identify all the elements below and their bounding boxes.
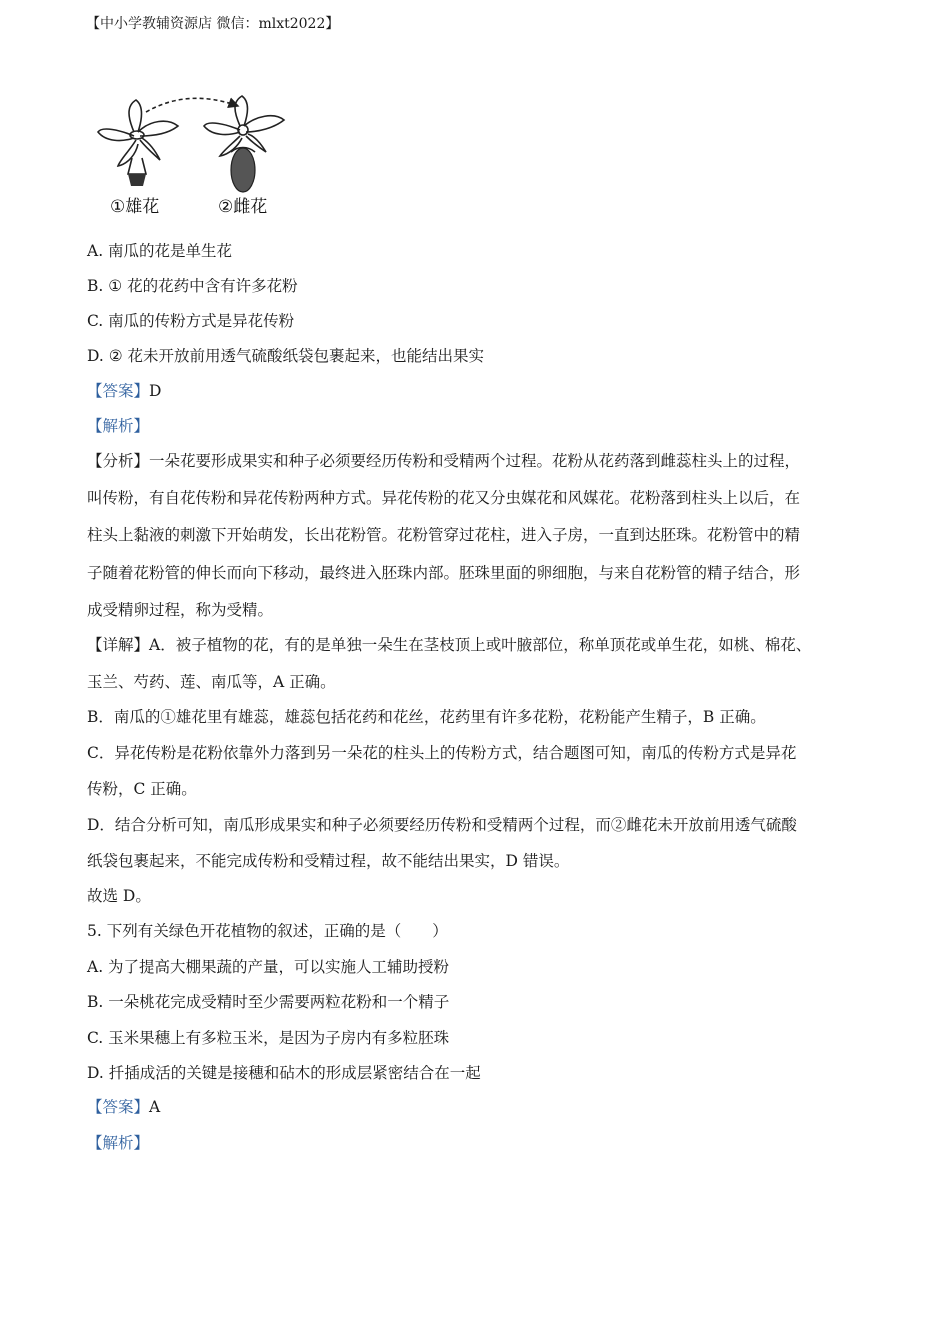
q4-body-line: 【分析】一朵花要形成果实和种子必须要经历传粉和受精两个过程。花粉从花药落到雌蕊柱头上的过程， xyxy=(87,452,801,470)
q5-stem: 5. 下列有关绿色开花植物的叙述，正确的是（ ） xyxy=(87,922,448,940)
q5-option-c: C. 玉米果穗上有多粒玉米，是因为子房内有多粒胚珠 xyxy=(87,1029,450,1047)
q4-body-line: 故选 D。 xyxy=(87,887,151,905)
q4-body-line: 【详解】A．被子植物的花，有的是单独一朵生在茎枝顶上或叶腋部位，称单顶花或单生花，如桃、棉花、 xyxy=(87,636,812,654)
q4-option-a: A. 南瓜的花是单生花 xyxy=(87,242,233,260)
q4-body-line: 柱头上黏液的刺激下开始萌发，长出花粉管。花粉管穿过花柱，进入子房，一直到达胚珠。花粉管中的精 xyxy=(87,526,801,544)
q4-body-line: 纸袋包裹起来，不能完成传粉和受精过程，故不能结出果实，D 错误。 xyxy=(87,852,570,870)
q5-option-d: D. 扦插成活的关键是接穗和砧木的形成层紧密结合在一起 xyxy=(87,1064,481,1082)
q5-option-b: B. 一朵桃花完成受精时至少需要两粒花粉和一个精子 xyxy=(87,993,450,1011)
q4-analysis-tag: 【解析】 xyxy=(87,417,150,435)
q4-body-line: B．南瓜的①雄花里有雄蕊，雄蕊包括花药和花丝，花药里有许多花粉，花粉能产生精子，B 正确。 xyxy=(87,708,766,726)
answer-tag: 【答案】 xyxy=(87,1098,150,1116)
male-calyx xyxy=(128,174,146,186)
page-header: 【中小学教辅资源店 微信：mlxt2022】 xyxy=(86,16,340,32)
answer-tag: 【答案】 xyxy=(87,382,150,400)
q4-body-line: 传粉，C 正确。 xyxy=(87,780,197,798)
q4-body-line: 成受精卵过程，称为受精。 xyxy=(87,601,274,619)
answer-value: D xyxy=(149,382,162,400)
q4-body-line: 子随着花粉管的伸长而向下移动，最终进入胚珠内部。胚珠里面的卵细胞，与来自花粉管的精子结合，形 xyxy=(87,564,801,582)
male-flower-icon xyxy=(98,100,178,186)
q4-body-line: D．结合分析可知，南瓜形成果实和种子必须要经历传粉和受精两个过程，而②雌花未开放前用透气硫酸 xyxy=(87,816,797,834)
pollination-arrow xyxy=(146,98,238,112)
male-flower-label: ①雄花 xyxy=(110,197,160,217)
q4-body-line: C．异花传粉是花粉依靠外力落到另一朵花的柱头上的传粉方式，结合题图可知，南瓜的传粉方式是异花 xyxy=(87,744,797,762)
q4-body-line: 叫传粉，有自花传粉和异花传粉两种方式。异花传粉的花又分虫媒花和风媒花。花粉落到柱头上以后，在 xyxy=(87,489,801,507)
q4-body-line: 玉兰、芍药、莲、南瓜等，A 正确。 xyxy=(87,673,336,691)
q4-option-b: B. ① 花的花药中含有许多花粉 xyxy=(87,277,298,295)
female-ovary xyxy=(231,148,255,192)
q5-option-a: A. 为了提高大棚果蔬的产量，可以实施人工辅助授粉 xyxy=(87,958,450,976)
q4-option-c: C. 南瓜的传粉方式是异花传粉 xyxy=(87,312,295,330)
answer-value: A xyxy=(149,1098,161,1116)
q5-analysis-tag: 【解析】 xyxy=(87,1134,150,1152)
flower-diagram xyxy=(88,90,298,222)
q5-answer xyxy=(87,1097,160,1117)
female-flower-label: ②雌花 xyxy=(218,197,268,217)
q4-answer xyxy=(87,381,161,401)
q4-option-d: D. ② 花未开放前用透气硫酸纸袋包裹起来，也能结出果实 xyxy=(87,347,485,365)
pumpkin-flower-figure xyxy=(88,90,298,222)
